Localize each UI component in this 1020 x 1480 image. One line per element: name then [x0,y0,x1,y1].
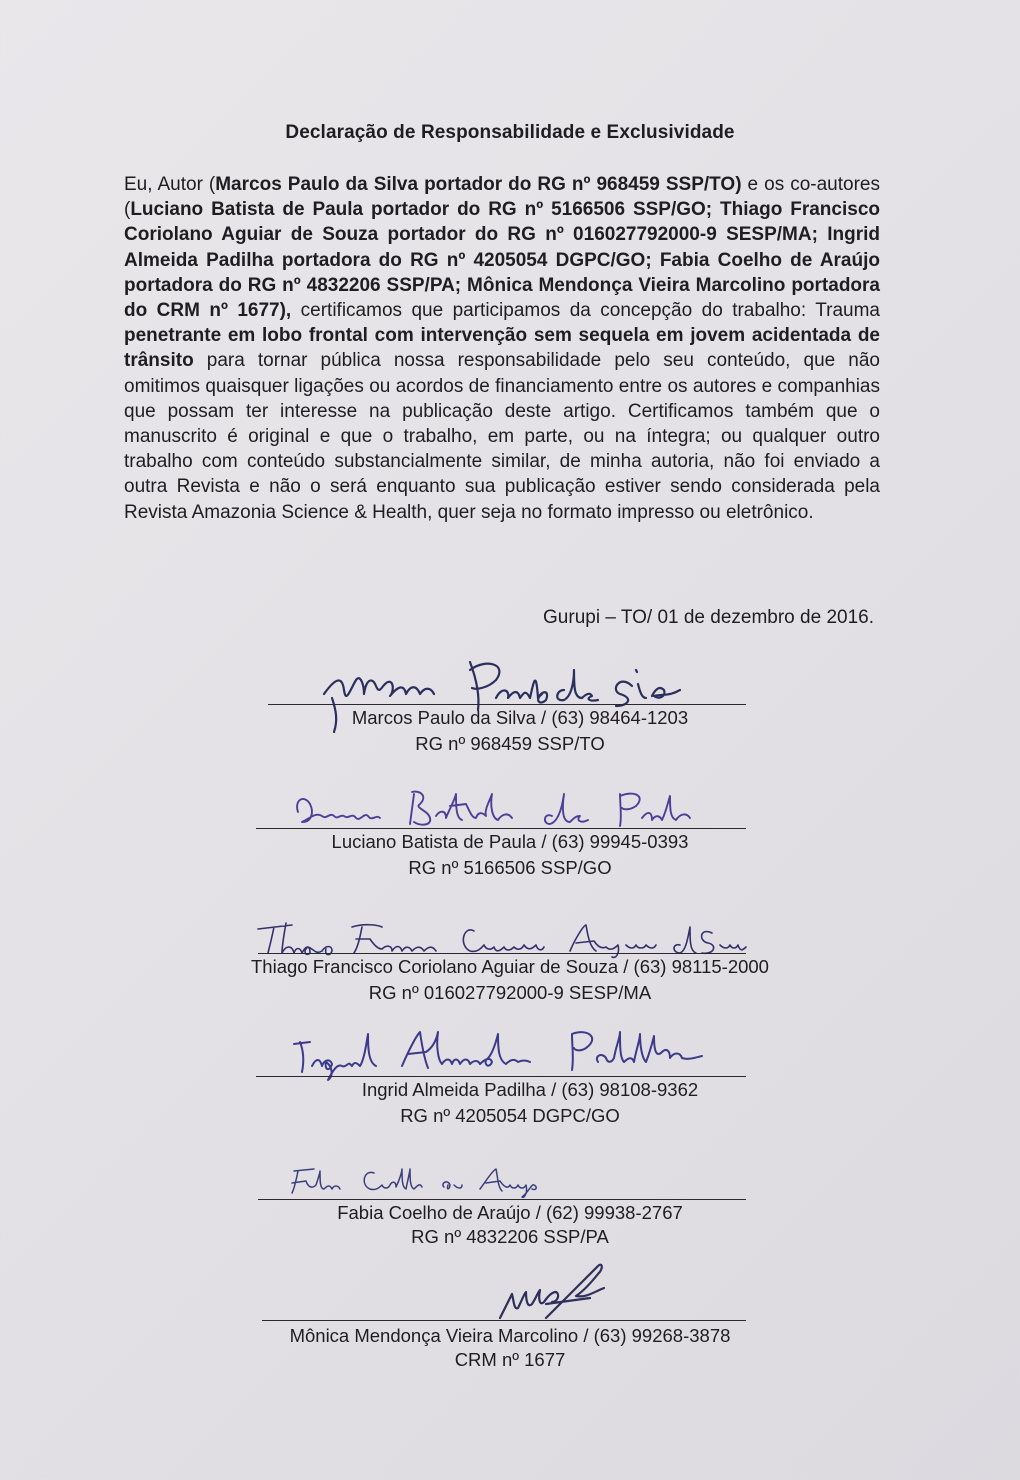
signature-block-6 [0,1262,1020,1372]
signer-id-4: RG nº 4205054 DGPC/GO [400,1105,620,1126]
signer-name-phone-6: Mônica Mendonça Vieira Marcolino / (63) 99268-3878 [289,1325,731,1346]
signer-id-3: RG nº 016027792000-9 SESP/MA [368,982,652,1003]
signature-block-2 [0,782,1020,892]
paragraph-segment: e os co-autores ( [124,174,880,221]
document-title: Declaração de Responsabilidade e Exclusividade [285,122,735,143]
paragraph-bold-segment: Marcos Paulo da Silva portador do RG nº 968459 SSP/TO) [215,174,742,195]
signature-line-3 [258,953,746,954]
declaration-paragraph [124,172,880,525]
signer-name-phone-3: Thiago Francisco Coriolano Aguiar de Souza / (63) 98115-2000 [251,956,769,977]
signer-name-phone-4: Ingrid Almeida Padilha / (63) 98108-9362 [361,1079,699,1100]
signer-name-phone-1: Marcos Paulo da Silva / (63) 98464-1203 [351,707,689,728]
signer-name-phone-2: Luciano Batista de Paula / (63) 99945-0393 [331,831,689,852]
signature-line-1 [268,704,746,705]
paragraph-bold-segment: penetrante em lobo frontal com intervenção sem sequela em jovem acidentada de trânsito [124,325,880,372]
signature-line-4 [256,1076,746,1077]
signature-line-2 [256,828,746,829]
signature-block-4 [0,1022,1020,1132]
handwritten-signature-2 [290,782,700,832]
paragraph-bold-segment: Luciano Batista de Paula portador do RG nº 5166506 SSP/GO; Thiago Francisco Coriolano Aguiar de Souza portador do RG nº 016027792000-9 SESP/MA; Ingrid Almeida Padilha portadora do RG nº 4205054 DGPC/GO; Fabia Coelho de Araújo portadora do RG nº 4832206 SSP/PA; Mônica Mendonça Vieira Marcolino portadora do CRM nº 1677), [124,199,880,322]
signer-id-5: RG nº 4832206 SSP/PA [411,1226,609,1247]
signature-line-6 [262,1320,746,1321]
handwritten-signature-6 [486,1262,616,1332]
place-date: Gurupi – TO/ 01 de dezembro de 2016. [543,607,874,628]
signature-block-3 [0,915,1020,1025]
signature-block-5 [0,1163,1020,1273]
signature-line-5 [258,1199,746,1200]
handwritten-signature-4 [290,1022,710,1082]
handwritten-signature-5 [284,1163,544,1203]
signer-id-1: RG nº 968459 SSP/TO [415,733,605,754]
signer-id-6: CRM nº 1677 [454,1349,566,1370]
paragraph-segment: certificamos que participamos da concepção do trabalho: Trauma [291,300,880,322]
paragraph-segment: para tornar pública nossa responsabilidade pelo seu conteúdo, que não omitimos quaisquer ligações ou acordos de financiamento entre os autores e companhias que possam ter interesse na publicação deste artigo. Certificamos também que o manuscrito é original e que o trabalho, em parte, ou na íntegra; ou qualquer outro trabalho com conteúdo substancialmente similar, de minha autoria, não foi enviado a outra Revista e não o será enquanto sua publicação estiver sendo considerada pela Revista Amazonia Science & Health, quer seja no formato impresso ou eletrônico. [124,350,880,523]
signature-block-1 [0,650,1020,760]
signer-id-2: RG nº 5166506 SSP/GO [408,857,612,878]
paragraph-segment: Eu, Autor ( [124,174,216,195]
signer-name-phone-5: Fabia Coelho de Araújo / (62) 99938-2767 [337,1202,683,1223]
